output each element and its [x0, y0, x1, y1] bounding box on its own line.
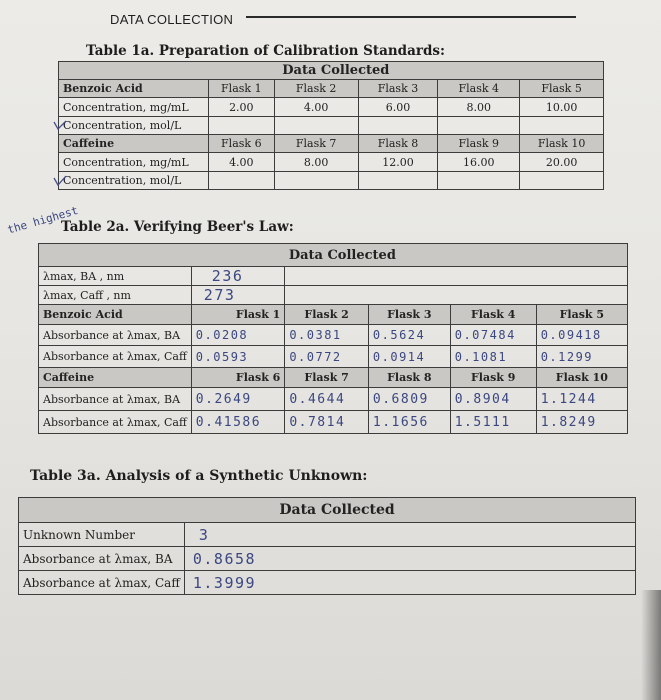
table2-benzoic-label: Benzoic Acid [39, 305, 192, 325]
abs-ba-flask-1: 0.0208 [191, 325, 285, 346]
table2-flask-10: Flask 10 [536, 368, 627, 388]
unknown-abs-ba-label: Absorbance at λmax, BA [19, 547, 185, 571]
table1-flask-7: Flask 7 [274, 135, 358, 153]
abs-ba-label-top: Absorbance at λmax, BA [39, 325, 192, 346]
table1 [58, 61, 604, 190]
table2-flask-6: Flask 6 [191, 368, 285, 388]
lambda-caff-label: λmax, Caff , nm [39, 286, 192, 305]
handwritten-annotation: the highest [6, 203, 80, 237]
table2-flask-9: Flask 9 [450, 368, 536, 388]
table1-conc-mg-7: 8.00 [274, 153, 358, 172]
table1-conc-mg-5: 10.00 [520, 98, 604, 117]
table1-flask-3: Flask 3 [358, 80, 438, 98]
abs-ba-flask-9: 0.8904 [450, 388, 536, 411]
unknown-number-label: Unknown Number [19, 523, 185, 547]
table1-title: Table 1a. Preparation of Calibration Standards: [86, 43, 445, 59]
table1-conc-mol-label-2: Concentration, mol/L [59, 172, 209, 190]
table1-flask-9: Flask 9 [438, 135, 520, 153]
table1-flask-10: Flask 10 [520, 135, 604, 153]
table1-flask-8: Flask 8 [358, 135, 438, 153]
abs-ba-flask-8: 0.6809 [368, 388, 450, 411]
heading-underline [246, 16, 576, 18]
check-marks [52, 118, 68, 194]
abs-ba-flask-4: 0.07484 [450, 325, 536, 346]
table1-conc-mg-label: Concentration, mg/mL [59, 98, 209, 117]
abs-caff-flask-3: 0.0914 [368, 346, 450, 368]
table1-caffeine-label: Caffeine [59, 135, 209, 153]
table2-caffeine-label: Caffeine [39, 368, 192, 388]
table2-data-header: Data Collected [285, 244, 450, 267]
abs-caff-flask-5: 0.1299 [536, 346, 627, 368]
unknown-number-value: 3 [184, 523, 635, 547]
table1-flask-5: Flask 5 [520, 80, 604, 98]
table1-conc-mg-6: 4.00 [208, 153, 274, 172]
page-heading: DATA COLLECTION [110, 12, 234, 27]
abs-caff-flask-2: 0.0772 [285, 346, 369, 368]
abs-ba-flask-7: 0.4644 [285, 388, 369, 411]
unknown-abs-caff-value: 1.3999 [184, 571, 635, 595]
abs-caff-flask-9: 1.5111 [450, 411, 536, 434]
table1-conc-mg-1: 2.00 [208, 98, 274, 117]
abs-caff-flask-6: 0.41586 [191, 411, 285, 434]
abs-caff-flask-1: 0.0593 [191, 346, 285, 368]
abs-ba-flask-5: 0.09418 [536, 325, 627, 346]
table3-title: Table 3a. Analysis of a Synthetic Unknown: [30, 468, 368, 484]
table2-flask-5: Flask 5 [536, 305, 627, 325]
abs-caff-flask-7: 0.7814 [285, 411, 369, 434]
abs-caff-flask-8: 1.1656 [368, 411, 450, 434]
table1-conc-mg-label-2: Concentration, mg/mL [59, 153, 209, 172]
table2-flask-7: Flask 7 [285, 368, 369, 388]
abs-ba-flask-10: 1.1244 [536, 388, 627, 411]
page-shadow [641, 590, 661, 700]
abs-caff-flask-10: 1.8249 [536, 411, 627, 434]
abs-caff-label-top: Absorbance at λmax, Caff [39, 346, 192, 368]
lambda-caff-value: 273 [191, 286, 285, 305]
table1-blank [59, 62, 209, 80]
abs-caff-flask-4: 0.1081 [450, 346, 536, 368]
table1-conc-mg-3: 6.00 [358, 98, 438, 117]
table1-data-header: Data Collected [274, 62, 438, 80]
table2-title: Table 2a. Verifying Beer's Law: [61, 219, 294, 235]
table1-conc-mg-2: 4.00 [274, 98, 358, 117]
table2-flask-3: Flask 3 [368, 305, 450, 325]
table1-conc-mg-9: 16.00 [438, 153, 520, 172]
table3-data-header: Data Collected [184, 498, 635, 523]
table1-flask-4: Flask 4 [438, 80, 520, 98]
lambda-ba-label: λmax, BA , nm [39, 267, 192, 286]
unknown-abs-caff-label: Absorbance at λmax, Caff [19, 571, 185, 595]
abs-caff-label-bottom: Absorbance at λmax, Caff [39, 411, 192, 434]
table1-benzoic-label: Benzoic Acid [59, 80, 209, 98]
abs-ba-flask-6: 0.2649 [191, 388, 285, 411]
table1-conc-mg-8: 12.00 [358, 153, 438, 172]
table2-flask-4: Flask 4 [450, 305, 536, 325]
abs-ba-flask-3: 0.5624 [368, 325, 450, 346]
table2-flask-8: Flask 8 [368, 368, 450, 388]
table1-flask-6: Flask 6 [208, 135, 274, 153]
lambda-ba-value: 236 [191, 267, 285, 286]
abs-ba-flask-2: 0.0381 [285, 325, 369, 346]
abs-ba-label-bottom: Absorbance at λmax, BA [39, 388, 192, 411]
table2-flask-2: Flask 2 [285, 305, 369, 325]
table1-conc-mg-10: 20.00 [520, 153, 604, 172]
table2-flask-1: Flask 1 [191, 305, 285, 325]
table1-flask-2: Flask 2 [274, 80, 358, 98]
table2 [38, 243, 628, 434]
table1-flask-1: Flask 1 [208, 80, 274, 98]
unknown-abs-ba-value: 0.8658 [184, 547, 635, 571]
table1-conc-mg-4: 8.00 [438, 98, 520, 117]
table1-conc-mol-label: Concentration, mol/L [59, 117, 209, 135]
table3 [18, 497, 636, 595]
